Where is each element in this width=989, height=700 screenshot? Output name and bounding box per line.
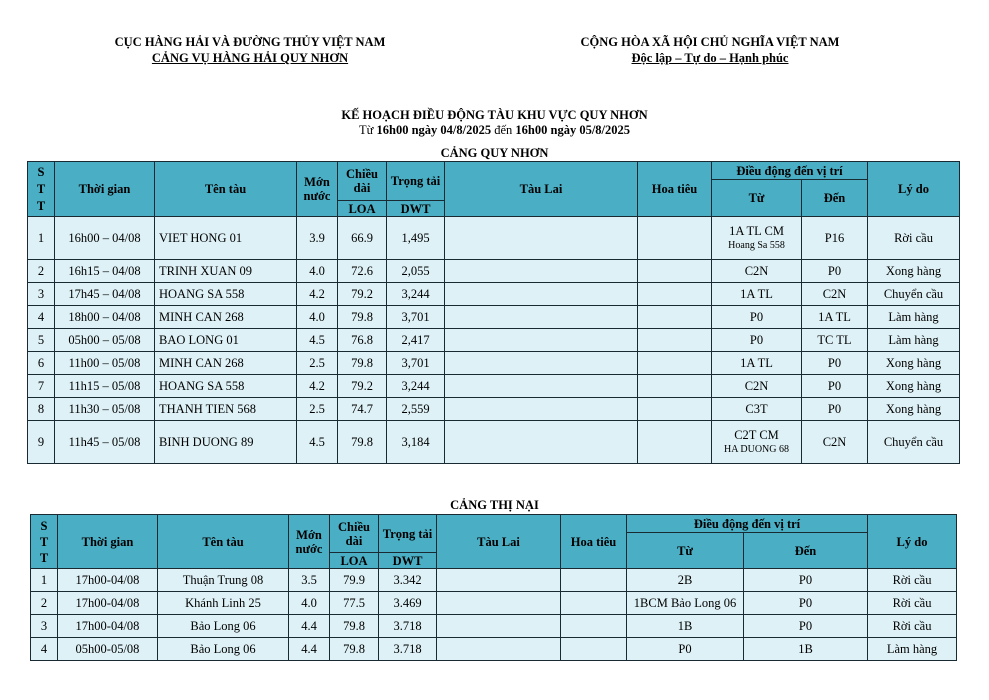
table-row — [28, 217, 960, 260]
cell-stt: 5 — [28, 329, 55, 352]
cell-stt: 2 — [28, 260, 55, 283]
col-ship-name: Tên tàu — [155, 162, 297, 217]
cell-pilot — [638, 283, 712, 306]
cell-time: 16h15 – 04/08 — [55, 260, 155, 283]
cell-tug — [445, 329, 638, 352]
cell-time: 05h00 – 05/08 — [55, 329, 155, 352]
cell-draft: 2.5 — [297, 352, 338, 375]
cell-stt: 4 — [31, 638, 58, 661]
cell-stt: 3 — [28, 283, 55, 306]
table-row — [28, 375, 960, 398]
table-row — [31, 592, 957, 615]
cell-draft: 4.5 — [297, 329, 338, 352]
cell-reason: Làm hàng — [868, 638, 957, 661]
cell-time: 17h00-04/08 — [58, 615, 158, 638]
cell-time: 11h00 – 05/08 — [55, 352, 155, 375]
cell-from: C2N — [712, 260, 802, 283]
col-reason: Lý do — [868, 162, 960, 217]
cell-from: C2N — [712, 375, 802, 398]
cell-loa: 76.8 — [338, 329, 387, 352]
cell-dwt: 3,701 — [387, 352, 445, 375]
table-row — [28, 421, 960, 464]
cell-from: P0 — [712, 329, 802, 352]
cell-from: 1A TL — [712, 283, 802, 306]
cell-tug — [437, 638, 561, 661]
cell-draft: 3.9 — [297, 217, 338, 260]
cell-dwt: 2,417 — [387, 329, 445, 352]
cell-stt: 1 — [28, 217, 55, 260]
cell-ship-name: HOANG SA 558 — [155, 375, 297, 398]
cell-to: P0 — [744, 569, 868, 592]
cell-tug — [445, 260, 638, 283]
col-reason: Lý do — [868, 515, 957, 569]
cell-reason: Rời cầu — [868, 217, 960, 260]
cell-to: P16 — [802, 217, 868, 260]
cell-pilot — [638, 329, 712, 352]
cell-from: 1BCM Bảo Long 06 — [627, 592, 744, 615]
col-dwt: DWT — [387, 201, 445, 217]
cell-ship-name: BINH DUONG 89 — [155, 421, 297, 464]
col-tug: Tàu Lai — [445, 162, 638, 217]
cell-loa: 79.8 — [330, 615, 379, 638]
cell-dwt: 3.342 — [379, 569, 437, 592]
col-movement: Điều động đến vị trí — [712, 162, 868, 180]
cell-pilot — [638, 352, 712, 375]
national-header — [520, 34, 900, 66]
col-stt: S T T — [31, 515, 58, 569]
col-time: Thời gian — [55, 162, 155, 217]
cell-loa: 79.8 — [338, 421, 387, 464]
table-row — [31, 615, 957, 638]
cell-ship-name: MINH CAN 268 — [155, 306, 297, 329]
cell-to: 1A TL — [802, 306, 868, 329]
cell-draft: 4.0 — [297, 260, 338, 283]
cell-loa: 79.8 — [330, 638, 379, 661]
cell-pilot — [638, 306, 712, 329]
col-length: Chiều dài — [330, 515, 379, 553]
cell-ship-name: BAO LONG 01 — [155, 329, 297, 352]
col-pilot: Hoa tiêu — [638, 162, 712, 217]
table-row — [28, 352, 960, 375]
period-start: 16h00 ngày 04/8/2025 — [376, 123, 492, 137]
col-pilot: Hoa tiêu — [561, 515, 627, 569]
col-draft: Mớn nước — [297, 162, 338, 217]
table-row — [28, 398, 960, 421]
col-to: Đến — [744, 533, 868, 569]
cell-to: C2N — [802, 283, 868, 306]
cell-dwt: 3,184 — [387, 421, 445, 464]
cell-reason: Rời cầu — [868, 592, 957, 615]
cell-ship-name: Khánh Linh 25 — [158, 592, 289, 615]
cell-reason: Chuyển cầu — [868, 421, 960, 464]
cell-reason: Chuyển cầu — [868, 283, 960, 306]
period-end: 16h00 ngày 05/8/2025 — [515, 123, 631, 137]
cell-time: 11h15 – 05/08 — [55, 375, 155, 398]
cell-to: 1B — [744, 638, 868, 661]
cell-tug — [445, 217, 638, 260]
cell-tug — [437, 592, 561, 615]
table-row — [28, 283, 960, 306]
authority-name: CỤC HÀNG HẢI VÀ ĐƯỜNG THỦY VIỆT NAM — [114, 35, 386, 49]
cell-dwt: 3.718 — [379, 615, 437, 638]
cell-dwt: 2,559 — [387, 398, 445, 421]
cell-reason: Xong hàng — [868, 398, 960, 421]
quy-nhon-schedule-table — [27, 161, 960, 464]
cell-ship-name: THANH TIEN 568 — [155, 398, 297, 421]
cell-draft: 4.0 — [289, 592, 330, 615]
cell-reason: Làm hàng — [868, 329, 960, 352]
cell-draft: 3.5 — [289, 569, 330, 592]
table-row — [28, 306, 960, 329]
cell-time: 11h30 – 05/08 — [55, 398, 155, 421]
document-title: KẾ HOẠCH ĐIỀU ĐỘNG TÀU KHU VỰC QUY NHƠN — [341, 108, 648, 122]
cell-time: 17h45 – 04/08 — [55, 283, 155, 306]
cell-from: 1A TL — [712, 352, 802, 375]
national-motto: Độc lập – Tự do – Hạnh phúc — [631, 51, 789, 65]
cell-to: P0 — [802, 398, 868, 421]
cell-pilot — [561, 615, 627, 638]
col-dwt: DWT — [379, 553, 437, 569]
cell-ship-name: MINH CAN 268 — [155, 352, 297, 375]
cell-ship-name: Bảo Long 06 — [158, 615, 289, 638]
table-row — [31, 569, 957, 592]
cell-dwt: 3,701 — [387, 306, 445, 329]
col-draft: Mớn nước — [289, 515, 330, 569]
cell-ship-name: Thuận Trung 08 — [158, 569, 289, 592]
cell-from — [712, 421, 802, 464]
cell-pilot — [638, 398, 712, 421]
cell-reason: Xong hàng — [868, 260, 960, 283]
cell-from: C3T — [712, 398, 802, 421]
cell-stt: 4 — [28, 306, 55, 329]
col-tonnage: Trọng tải — [379, 515, 437, 553]
table-row — [31, 638, 957, 661]
cell-loa: 79.8 — [338, 306, 387, 329]
cell-draft: 4.4 — [289, 615, 330, 638]
cell-tug — [445, 283, 638, 306]
col-ship-name: Tên tàu — [158, 515, 289, 569]
cell-tug — [437, 615, 561, 638]
cell-dwt: 3.718 — [379, 638, 437, 661]
cell-tug — [445, 421, 638, 464]
col-from: Từ — [627, 533, 744, 569]
cell-time: 18h00 – 04/08 — [55, 306, 155, 329]
cell-loa: 74.7 — [338, 398, 387, 421]
cell-pilot — [638, 217, 712, 260]
from-position-note: HA DUONG 68 — [724, 443, 789, 455]
cell-draft: 4.2 — [297, 283, 338, 306]
cell-tug — [437, 569, 561, 592]
cell-draft: 4.4 — [289, 638, 330, 661]
cell-loa: 79.2 — [338, 375, 387, 398]
cell-from: 2B — [627, 569, 744, 592]
cell-pilot — [638, 421, 712, 464]
document-period: Từ 16h00 ngày 04/8/2025 đến 16h00 ngày 05/8/2025 — [358, 123, 631, 137]
cell-loa: 79.2 — [338, 283, 387, 306]
cell-from: 1B — [627, 615, 744, 638]
cell-dwt: 3,244 — [387, 375, 445, 398]
cell-draft: 4.2 — [297, 375, 338, 398]
cell-dwt: 3,244 — [387, 283, 445, 306]
section-title-thi-nai: CẢNG THỊ NẠI — [450, 498, 539, 512]
cell-from — [712, 217, 802, 260]
cell-tug — [445, 375, 638, 398]
cell-reason: Xong hàng — [868, 352, 960, 375]
cell-ship-name: HOANG SA 558 — [155, 283, 297, 306]
cell-draft: 4.5 — [297, 421, 338, 464]
cell-stt: 6 — [28, 352, 55, 375]
cell-to: P0 — [802, 260, 868, 283]
cell-to: P0 — [802, 375, 868, 398]
col-tug: Tàu Lai — [437, 515, 561, 569]
cell-loa: 77.5 — [330, 592, 379, 615]
cell-reason: Xong hàng — [868, 375, 960, 398]
cell-tug — [445, 306, 638, 329]
section-title-quy-nhon: CẢNG QUY NHƠN — [440, 146, 549, 160]
country-name: CỘNG HÒA XÃ HỘI CHỦ NGHĨA VIỆT NAM — [580, 35, 840, 49]
table-row — [28, 260, 960, 283]
cell-to: P0 — [802, 352, 868, 375]
cell-from: P0 — [627, 638, 744, 661]
cell-tug — [445, 398, 638, 421]
cell-loa: 79.8 — [338, 352, 387, 375]
cell-loa: 66.9 — [338, 217, 387, 260]
cell-to: C2N — [802, 421, 868, 464]
from-position: C2T CM — [734, 427, 779, 442]
cell-dwt: 3.469 — [379, 592, 437, 615]
table-row — [28, 329, 960, 352]
cell-pilot — [561, 569, 627, 592]
col-loa: LOA — [338, 201, 387, 217]
cell-pilot — [638, 260, 712, 283]
from-position: 1A TL CM — [729, 223, 784, 238]
cell-draft: 2.5 — [297, 398, 338, 421]
col-movement: Điều động đến vị trí — [627, 515, 868, 533]
cell-reason: Làm hàng — [868, 306, 960, 329]
cell-pilot — [638, 375, 712, 398]
cell-stt: 7 — [28, 375, 55, 398]
cell-stt: 2 — [31, 592, 58, 615]
cell-reason: Rời cầu — [868, 615, 957, 638]
cell-ship-name: VIET HONG 01 — [155, 217, 297, 260]
col-loa: LOA — [330, 553, 379, 569]
cell-from: P0 — [712, 306, 802, 329]
col-stt: S T T — [28, 162, 55, 217]
cell-reason: Rời cầu — [868, 569, 957, 592]
cell-stt: 8 — [28, 398, 55, 421]
cell-stt: 9 — [28, 421, 55, 464]
cell-pilot — [561, 592, 627, 615]
thi-nai-schedule-table — [30, 514, 957, 661]
col-to: Đến — [802, 180, 868, 217]
cell-time: 17h00-04/08 — [58, 569, 158, 592]
cell-pilot — [561, 638, 627, 661]
cell-stt: 3 — [31, 615, 58, 638]
cell-loa: 79.9 — [330, 569, 379, 592]
col-from: Từ — [712, 180, 802, 217]
port-authority-name: CẢNG VỤ HÀNG HẢI QUY NHƠN — [151, 51, 349, 65]
cell-time: 05h00-05/08 — [58, 638, 158, 661]
cell-time: 16h00 – 04/08 — [55, 217, 155, 260]
cell-to: P0 — [744, 592, 868, 615]
authority-header — [60, 34, 440, 66]
cell-time: 17h00-04/08 — [58, 592, 158, 615]
col-tonnage: Trọng tải — [387, 162, 445, 201]
cell-to: TC TL — [802, 329, 868, 352]
cell-stt: 1 — [31, 569, 58, 592]
col-time: Thời gian — [58, 515, 158, 569]
col-length: Chiều dài — [338, 162, 387, 201]
cell-ship-name: TRINH XUAN 09 — [155, 260, 297, 283]
cell-tug — [445, 352, 638, 375]
cell-ship-name: Bảo Long 06 — [158, 638, 289, 661]
cell-dwt: 2,055 — [387, 260, 445, 283]
from-position-note: Hoang Sa 558 — [728, 239, 785, 251]
cell-loa: 72.6 — [338, 260, 387, 283]
cell-time: 11h45 – 05/08 — [55, 421, 155, 464]
cell-dwt: 1,495 — [387, 217, 445, 260]
cell-to: P0 — [744, 615, 868, 638]
cell-draft: 4.0 — [297, 306, 338, 329]
